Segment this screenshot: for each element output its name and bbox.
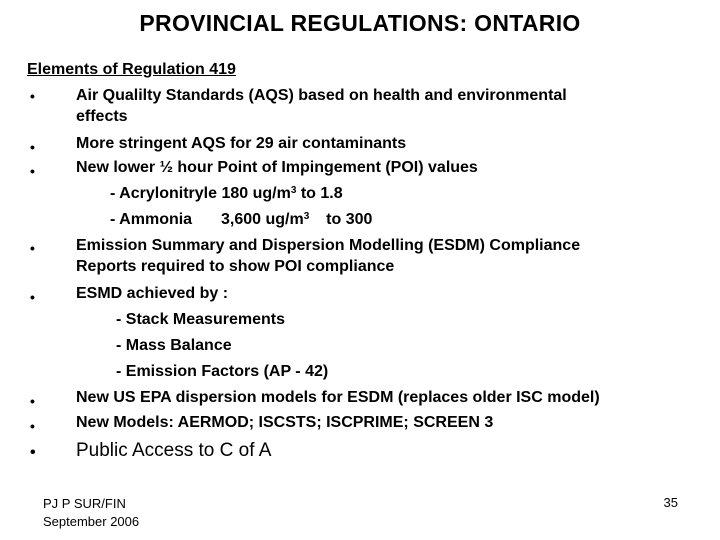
bullet-marker: • [30, 393, 35, 409]
poi-item [110, 210, 372, 230]
bullet-marker: • [30, 163, 35, 179]
bullet-text: ESMD achieved by : [76, 285, 229, 302]
bullet-text: More stringent AQS for 29 air contaminants [76, 135, 407, 152]
slide-title: PROVINCIAL REGULATIONS: ONTARIO [139, 10, 581, 36]
bullet-text: Emission Summary and Dispersion Modelling (ESDM) Compliance [76, 237, 581, 254]
bullet-marker: • [30, 240, 35, 256]
bullet-marker: • [30, 88, 35, 104]
bullet-text-continuation: effects [76, 108, 128, 125]
poi-from: 180 ug/m [221, 185, 291, 202]
footer-author: PJ P SUR/FIN [43, 496, 126, 511]
bullet-marker: • [30, 418, 35, 434]
esdm-method: - Emission Factors (AP - 42) [116, 363, 329, 380]
bullet-marker: • [30, 289, 35, 305]
poi-unit-exponent: 3 [303, 211, 310, 222]
poi-unit-exponent: 3 [290, 185, 297, 196]
footer-info [43, 495, 139, 531]
page-number: 35 [663, 495, 678, 510]
poi-item [110, 184, 343, 204]
bullet-text: New US EPA dispersion models for ESDM (replaces older ISC model) [76, 389, 600, 406]
bullet-marker: • [30, 139, 35, 155]
bullet-text: Public Access to C of A [76, 440, 272, 461]
poi-from: 3,600 ug/m [220, 211, 304, 228]
section-heading: Elements of Regulation 419 [27, 61, 236, 78]
poi-to: to 1.8 [300, 185, 343, 202]
bullet-text: New Models: AERMOD; ISCSTS; ISCPRIME; SCREEN 3 [76, 414, 494, 431]
esdm-method: - Stack Measurements [116, 311, 285, 328]
esdm-method: - Mass Balance [116, 337, 232, 354]
footer-date: September 2006 [43, 514, 140, 529]
poi-name: - Acrylonitryle [110, 185, 217, 202]
bullet-text: New lower ½ hour Point of Impingement (POI) values [76, 159, 478, 176]
bullet-marker: • [30, 444, 36, 461]
poi-to: to 300 [326, 211, 373, 228]
bullet-text-continuation: Reports required to show POI compliance [76, 258, 395, 275]
poi-name: - Ammonia [110, 211, 193, 228]
bullet-text: Air Qualilty Standards (AQS) based on health and environmental [76, 87, 567, 104]
